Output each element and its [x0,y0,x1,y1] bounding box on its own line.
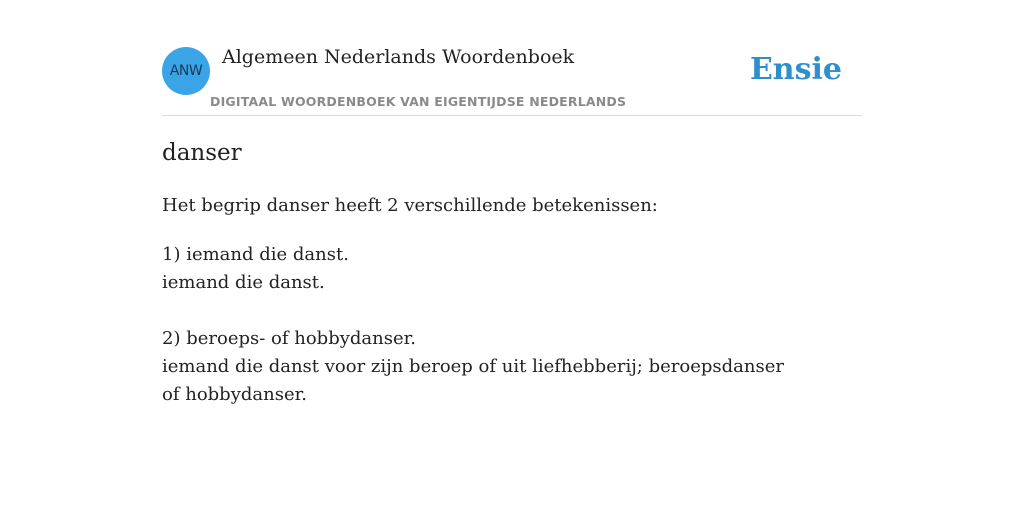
meaning-item [162,325,802,409]
site-title: Algemeen Nederlands Woordenboek [222,46,575,68]
meanings-list [162,241,802,437]
site-subtitle: DIGITAAL WOORDENBOEK VAN EIGENTIJDSE NEDERLANDS [210,94,627,109]
meaning-title: 2) beroeps- of hobbydanser. [162,328,416,349]
site-header [162,0,862,116]
meaning-description: iemand die danst voor zijn beroep of uit liefhebberij; beroepsdanser of hobbydanser. [162,356,784,405]
ensie-brand-link[interactable]: Ensie [749,52,842,87]
content-container [162,0,862,405]
meaning-description: iemand die danst. [162,272,325,293]
meaning-item [162,241,802,297]
entry-intro: Het begrip danser heeft 2 verschillende betekenissen: [162,195,658,216]
meaning-title: 1) iemand die danst. [162,244,349,265]
anw-logo[interactable]: ANW [162,47,210,95]
entry-headword: danser [162,140,242,166]
